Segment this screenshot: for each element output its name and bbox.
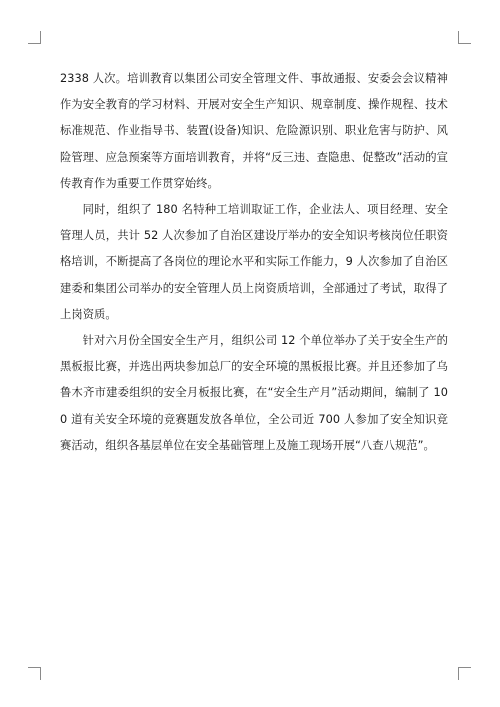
crop-mark-top-left bbox=[28, 31, 41, 44]
document-body bbox=[60, 66, 448, 459]
paragraph-certification-training: 同时，组织了 180 名特种工培训取证工作，企业法人、项目经理、安全管理人员，共计 52 人次参加了自治区建设厅举办的安全知识考核岗位任职资格培训，不断提高了各岗位的理论水平和实际工作能力，9 人次参加了自治区建委和集团公司举办的安全管理人员上岗资质培训，全部通过了考试，取得了上岗资质。 bbox=[60, 203, 448, 321]
crop-mark-top-right bbox=[458, 31, 471, 44]
paragraph-safety-month-activities: 针对六月份全国安全生产月，组织公司 12 个单位举办了关于安全生产的黑板报比赛，并选出两块参加总厂的安全环境的黑板报比赛。并且还参加了乌鲁木齐市建委组织的安全月板报比赛，在“安全生产月”活动期间，编制了 100 道有关安全环境的竞赛题发放各单位，全公司近 700 人参加了安全知识竞赛活动，组织各基层单位在安全基础管理上及施工现场开展“八查八规范”。 bbox=[60, 334, 448, 452]
paragraph-training-education: 2338 人次。培训教育以集团公司安全管理文件、事故通报、安委会会议精神作为安全教育的学习材料、开展对安全生产知识、规章制度、操作规程、技术标准规范、作业指导书、装置(设备)知识、危险源识别、职业危害与防护、风险管理、应急预案等方面培训教育，并将“反三违、查隐患、促整改”活动的宣传教育作为重要工作贯穿始终。 bbox=[60, 72, 448, 190]
crop-mark-bottom-right bbox=[458, 667, 471, 680]
crop-mark-bottom-left bbox=[28, 667, 41, 680]
